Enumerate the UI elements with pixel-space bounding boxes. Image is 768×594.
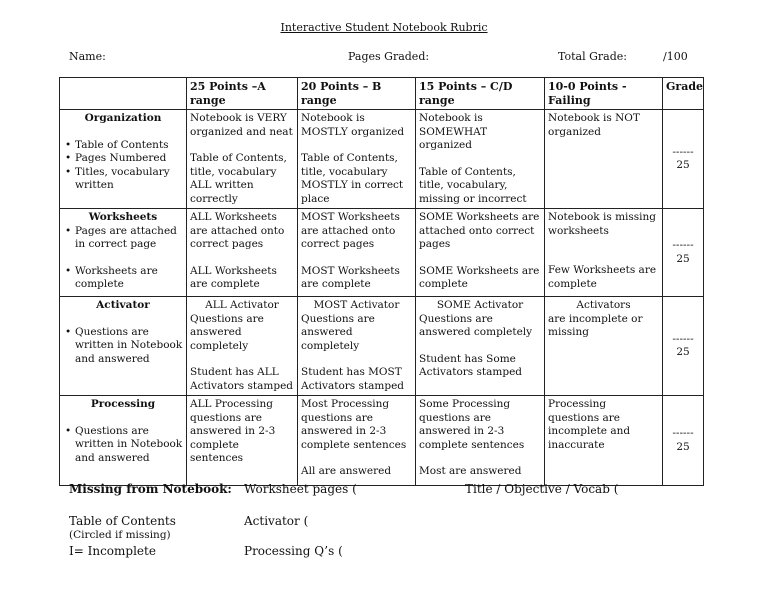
column-header (60, 78, 187, 110)
rubric-cell (298, 396, 416, 486)
grade-blank: ------ (672, 239, 694, 251)
cell-text: Some Processing questions are answered in 2-3 complete sentences (419, 398, 525, 451)
rubric-cell (545, 297, 663, 396)
missing-label: Missing from Notebook: (69, 482, 232, 496)
cell-text: Table of Contents, title, vocabulary ALL written correctly (190, 152, 287, 205)
table-row (60, 110, 704, 209)
cell-text: Most are answered (419, 465, 522, 477)
grade-blank: ------ (672, 427, 694, 439)
processing-field: Processing Q’s ( (244, 544, 343, 558)
rubric-table (59, 77, 704, 486)
title-objective-vocab-field: Title / Objective / Vocab ( (465, 482, 619, 496)
rubric-cell (545, 396, 663, 486)
list-item: • Titles, vocabulary written (75, 166, 183, 193)
cell-text: ALL Worksheets are attached onto correct pages (190, 211, 285, 250)
cell-text: Student has MOST Activators stamped (301, 366, 405, 392)
cell-text: Student has ALL Activators stamped (190, 366, 294, 392)
cell-text: Few Worksheets are complete (548, 264, 657, 290)
rubric-cell (298, 297, 416, 396)
criteria-list (63, 425, 183, 466)
criteria-list (63, 225, 183, 292)
rubric-cell (187, 297, 298, 396)
worksheet-pages-field: Worksheet pages ( (244, 482, 357, 496)
list-item: • Pages are attached in correct page (75, 225, 183, 252)
rubric-cell (416, 297, 545, 396)
category-cell (60, 297, 187, 396)
grade-points: 25 (676, 440, 690, 453)
cell-text: MOST Activator (313, 299, 400, 311)
cell-text: Notebook is NOT organized (548, 112, 640, 138)
cell-text: SOME Activator (436, 299, 524, 311)
cell-text: Student has Some Activators stamped (419, 352, 523, 378)
rubric-cell (416, 110, 545, 209)
cell-text: ALL Worksheets are complete (190, 264, 277, 290)
column-header: 20 Points – B range (298, 78, 416, 110)
table-header-row (60, 78, 704, 110)
list-item: • Table of Contents (75, 139, 183, 153)
rubric-cell (298, 110, 416, 209)
name-label: Name: (69, 50, 106, 63)
grade-cell (663, 396, 704, 486)
rubric-cell (298, 209, 416, 297)
total-grade-label: Total Grade: (558, 50, 627, 63)
category-name: Organization (84, 112, 162, 124)
cell-text: ALL Activator (205, 299, 279, 311)
category-name: Processing (90, 398, 156, 410)
incomplete-legend: I= Incomplete (69, 544, 156, 558)
page-title: Interactive Student Notebook Rubric (280, 21, 488, 34)
table-of-contents-label: Table of Contents (69, 514, 176, 528)
cell-text: Table of Contents, title, vocabulary, missing or incorrect (419, 165, 527, 205)
column-header: 10-0 Points - Failing (545, 78, 663, 110)
category-cell (60, 209, 187, 297)
grade-cell (663, 297, 704, 396)
column-header: Grade (663, 78, 704, 110)
list-item: • Worksheets are complete (75, 265, 183, 292)
circled-note: (Circled if missing) (69, 529, 171, 541)
criteria-list (63, 326, 183, 367)
grade-cell (663, 110, 704, 209)
criteria-list (63, 139, 183, 193)
cell-text: Notebook is MOSTLY organized (301, 112, 405, 138)
cell-text: Most Processing questions are answered in 2-3 complete sentences (301, 398, 407, 451)
cell-text: Notebook is missing worksheets (548, 211, 657, 237)
category-name: Worksheets (88, 211, 158, 223)
cell-text: Activators (576, 299, 631, 311)
cell-text: Notebook is SOMEWHAT organized (419, 112, 488, 151)
column-header: 15 Points – C/D range (416, 78, 545, 110)
grade-points: 25 (676, 159, 690, 171)
cell-text: MOST Worksheets are attached onto correct pages (301, 211, 400, 250)
cell-text: are incomplete or missing (548, 312, 643, 338)
grade-blank: ------ (672, 145, 694, 158)
cell-text: SOME Worksheets are complete (419, 264, 540, 290)
cell-text: Questions are answered completely (419, 312, 533, 338)
cell-text: Table of Contents, title, vocabulary MOSTLY in correct place (301, 152, 404, 205)
category-name: Activator (96, 299, 150, 311)
rubric-cell (545, 110, 663, 209)
grade-blank: ------ (672, 332, 694, 345)
table-row (60, 297, 704, 396)
cell-text: Questions are answered completely (301, 312, 375, 352)
cell-text: Notebook is VERY organized and neat (190, 112, 293, 138)
category-cell (60, 396, 187, 486)
rubric-cell (545, 209, 663, 297)
rubric-cell (187, 110, 298, 209)
column-header: 25 Points –A range (187, 78, 298, 110)
grade-cell (663, 209, 704, 297)
list-item: • Questions are written in Notebook and answered (75, 326, 183, 367)
total-grade-value: /100 (663, 50, 688, 63)
rubric-cell (187, 209, 298, 297)
cell-text: Questions are answered completely (190, 312, 264, 352)
list-item: • Pages Numbered (75, 152, 183, 166)
rubric-cell (187, 396, 298, 486)
cell-text: MOST Worksheets are complete (301, 264, 400, 290)
activator-field: Activator ( (244, 514, 309, 528)
grade-points: 25 (676, 252, 690, 265)
rubric-cell (416, 209, 545, 297)
pages-graded-label: Pages Graded: (348, 50, 430, 63)
rubric-cell (416, 396, 545, 486)
cell-text: All are answered (301, 465, 392, 477)
table-row (60, 396, 704, 486)
cell-text: Processing questions are incomplete and inaccurate (548, 398, 631, 451)
list-item: • Questions are written in Notebook and answered (75, 425, 183, 466)
grade-points: 25 (676, 346, 690, 358)
category-cell (60, 110, 187, 209)
table-row (60, 209, 704, 297)
cell-text: ALL Processing questions are answered in 2-3 complete sentences (190, 398, 276, 464)
cell-text: SOME Worksheets are attached onto correct pages (419, 211, 540, 250)
